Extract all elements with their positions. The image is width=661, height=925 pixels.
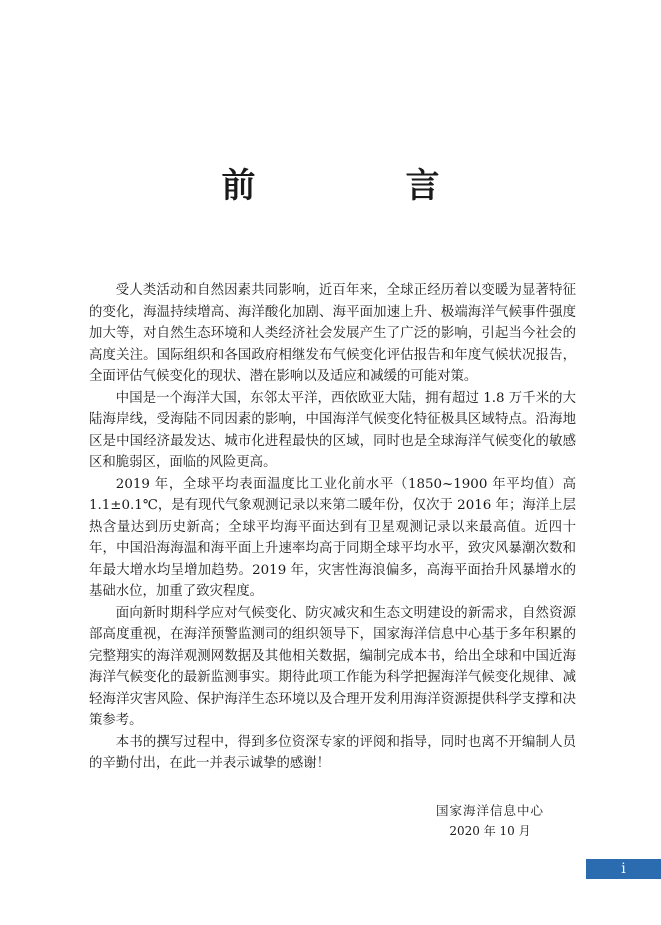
preface-body [89,280,576,775]
signature-organization: 国家海洋信息中心 [435,803,544,818]
page-number: i [621,861,626,877]
signature-block [400,801,580,841]
paragraph-5: 本书的撰写过程中，得到多位资深专家的评阅和指导，同时也离不开编制人员的辛勤付出，在此一并表示诚挚的感谢！ [89,734,576,771]
signature-date: 2020 年 10 月 [449,824,531,838]
paragraph-4: 面向新时期科学应对气候变化、防灾减灾和生态文明建设的新需求，自然资源部高度重视，在海洋预警监测司的组织领导下，国家海洋信息中心基于多年积累的完整翔实的海洋观测网数据及其他相关数据，编制完成本书，给出全球和中国近海海洋气候变化的最新监测事实。期待此项工作能为科学把握海洋气候变化规律、减轻海洋灾害风险、保护海洋生态环境以及合理开发利用海洋资源提供科学支撑和决策参考。 [89,605,576,728]
paragraph-3: 2019 年，全球平均表面温度比工业化前水平（1850~1900 年平均值）高 1.1±0.1℃，是有现代气象观测记录以来第二暖年份，仅次于 2016 年；海洋上层热含量达到历史新高；全球平均海平面达到有卫星观测记录以来最高值。近四十年，中国沿海海温和海平面上升速率均高于同期全球平均水平，致灾风暴潮次数和年最大增水均呈增加趋势。2019 年，灾害性海浪偏多，高海平面抬升风暴增水的基础水位，加重了致灾程度。 [89,476,576,599]
page-title: 前 言 [221,166,498,206]
paragraph-1: 受人类活动和自然因素共同影响，近百年来，全球正经历着以变暖为显著特征的变化，海温持续增高、海洋酸化加剧、海平面加速上升、极端海洋气候事件强度加大等，对自然生态环境和人类经济社会发展产生了广泛的影响，引起当今社会的高度关注。国际组织和各国政府相继发布气候变化评估报告和年度气候状况报告，全面评估气候变化的现状、潜在影响以及适应和减缓的可能对策。 [89,283,576,384]
page-number-tab [586,859,661,879]
paragraph-2: 中国是一个海洋大国，东邻太平洋，西依欧亚大陆，拥有超过 1.8 万千米的大陆海岸线，受海陆不同因素的影响，中国海洋气候变化特征极具区域特点。沿海地区是中国经济最发达、城市化进程最快的区域，同时也是全球海洋气候变化的敏感区和脆弱区，面临的风险更高。 [89,390,576,470]
